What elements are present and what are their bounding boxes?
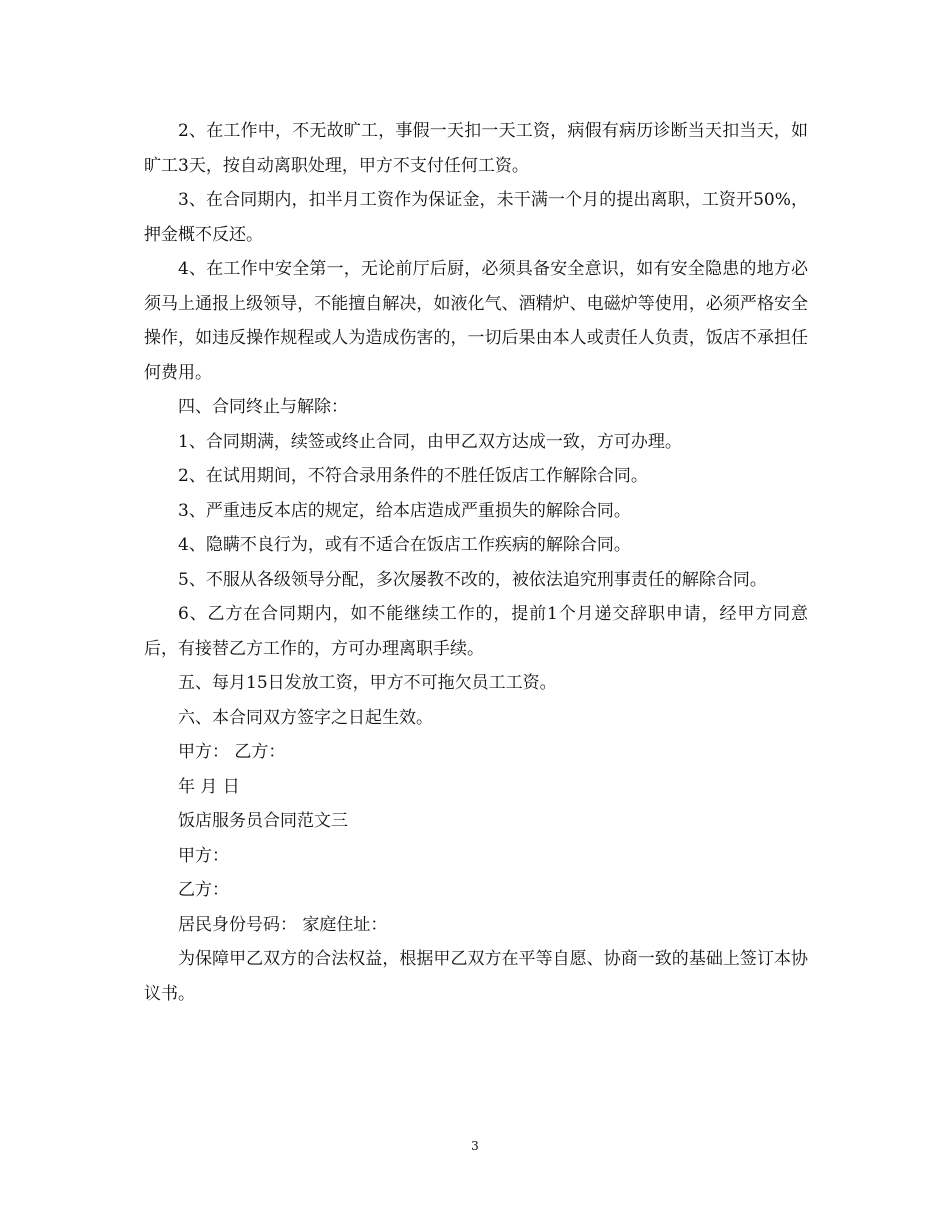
paragraph-agreement-preamble: 为保障甲乙双方的合法权益，根据甲乙双方在平等自愿、协商一致的基础上签订本协议书。 (144, 949, 808, 1004)
section-heading-payday: 五、每月15日发放工资，甲方不可拖欠员工工资。 (178, 673, 557, 693)
section-heading-effective: 六、本合同双方签字之日起生效。 (178, 707, 433, 728)
id-address-line: 居民身份号码： 家庭住址： (178, 914, 388, 935)
paragraph-termination-4: 4、隐瞒不良行为，或有不适合在饭店工作疾病的解除合同。 (178, 535, 631, 555)
paragraph-termination-5: 5、不服从各级领导分配，多次屡教不改的，被依法追究刑事责任的解除合同。 (178, 569, 767, 590)
paragraph-termination-6: 6、乙方在合同期内，如不能继续工作的，提前1个月递交辞职申请，经甲方同意后，有接替乙方工作的，方可办理离职手续。 (144, 604, 808, 659)
party-a-line: 甲方： (178, 845, 229, 866)
paragraph-termination-3: 3、严重违反本店的规定，给本店造成严重损失的解除合同。 (178, 500, 631, 521)
paragraph-clause-2-absence: 2、在工作中，不无故旷工，事假一天扣一天工资，病假有病历诊断当天扣当天，如旷工3天，按自动离职处理，甲方不支付任何工资。 (144, 121, 808, 176)
page-number: 3 (471, 1139, 479, 1153)
document-body (144, 114, 808, 1011)
section-heading-termination: 四、合同终止与解除： (178, 397, 348, 417)
date-line: 年 月 日 (178, 776, 240, 797)
party-b-line: 乙方： (178, 880, 229, 900)
paragraph-termination-2: 2、在试用期间，不符合录用条件的不胜任饭店工作解除合同。 (178, 466, 648, 486)
paragraph-termination-1: 1、合同期满，续签或终止合同，由甲乙双方达成一致，方可办理。 (178, 431, 682, 452)
paragraph-clause-3-deposit: 3、在合同期内，扣半月工资作为保证金，未干满一个月的提出离职，工资开50%，押金概不反还。 (144, 190, 808, 245)
document-subtitle: 饭店服务员合同范文三 (178, 811, 348, 831)
signature-parties-line: 甲方： 乙方： (178, 742, 286, 762)
paragraph-clause-4-safety: 4、在工作中安全第一，无论前厅后厨，必须具备安全意识，如有安全隐患的地方必须马上通报上级领导，不能擅自解决，如液化气、酒精炉、电磁炉等使用，必须严格安全操作，如违反操作规程或人为造成伤害的，一切后果由本人或责任人负责，饭店不承担任何费用。 (144, 259, 808, 383)
